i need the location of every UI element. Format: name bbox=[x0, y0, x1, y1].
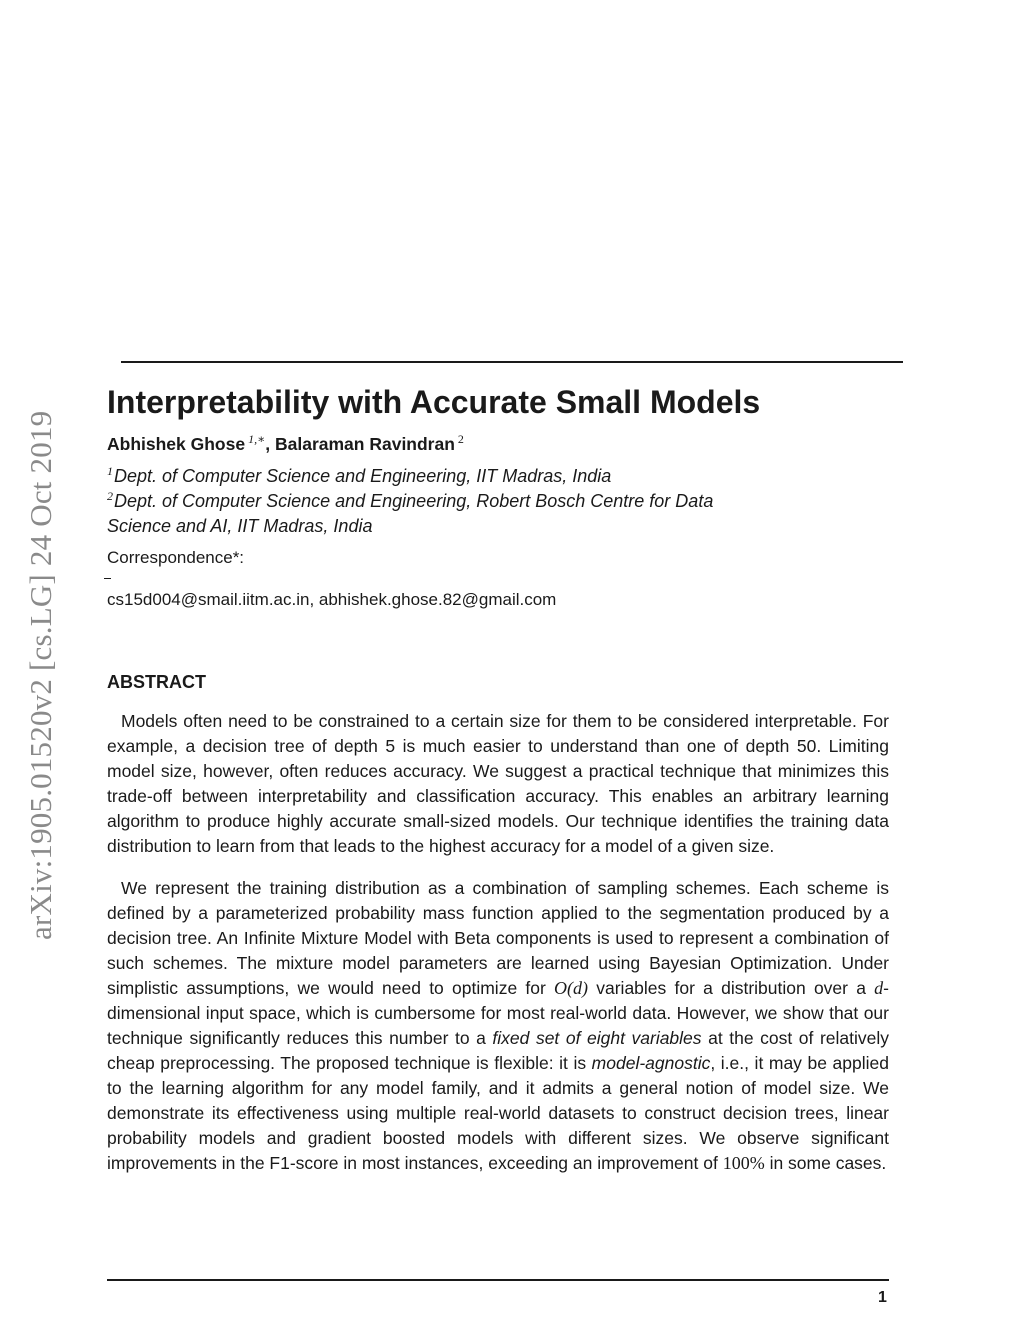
arxiv-identifier: arXiv:1905.01520v2 [cs.LG] 24 Oct 2019 bbox=[23, 410, 58, 940]
affiliation-number: 2 bbox=[107, 489, 113, 503]
correspondence-dash bbox=[104, 578, 111, 579]
author-name: Balaraman Ravindran bbox=[274, 434, 455, 454]
paper-title: Interpretability with Accurate Small Models bbox=[107, 384, 761, 420]
affiliation-text: Dept. of Computer Science and Engineering, Robert Bosch Centre for Data bbox=[114, 491, 714, 511]
correspondence-emails: cs15d004@smail.iitm.ac.in, abhishek.ghose.82@gmail.com bbox=[107, 590, 557, 609]
author-affiliation-marker: 2 bbox=[457, 432, 464, 446]
abstract-body bbox=[107, 709, 889, 1176]
math-expression: O(d) bbox=[554, 978, 589, 998]
affiliation-2 bbox=[107, 491, 713, 512]
footer-rule bbox=[107, 1279, 889, 1281]
emphasis: fixed set of eight variables bbox=[492, 1028, 702, 1048]
math-expression: d bbox=[874, 978, 884, 998]
text-run: We represent the training distribution as a combination of sampling schemes. Each scheme is defined by a parameterized probability mass function applied to the segmentation produced by a decision tree. An Infinite Mixture Model with Beta components is used to represent a combination of such schemes. The mixture model parameters are learned using Bayesian Optimization. Under simplistic assumptions, we would need to optimize for bbox=[107, 878, 889, 998]
correspondence-label: Correspondence*: bbox=[107, 548, 245, 567]
author-line bbox=[107, 434, 464, 455]
abstract-heading: ABSTRACT bbox=[107, 672, 206, 692]
affiliation-number: 1 bbox=[107, 464, 113, 478]
abstract-paragraph: Models often need to be constrained to a certain size for them to be considered interpretable. For example, a decision tree of depth 5 is much easier to understand than one of depth 50. Limiting model size, however, often reduces accuracy. We suggest a practical technique that minimizes this trade-off between interpretability and classification accuracy. This enables an arbitrary learning algorithm to produce highly accurate small-sized models. Our technique identifies the training data distribution to learn from that leads to the highest accuracy for a model of a given size. bbox=[107, 711, 889, 856]
page-number: 1 bbox=[878, 1289, 887, 1306]
text-run: , i.e., it may be applied to the learning algorithm for any model family, and it admits a general notion of model size. We demonstrate its effectiveness using multiple real-world datasets to construct decision trees, linear probability models and gradient boosted models with different sizes. We observe significant improvements in the F1-score in most instances, exceeding an improvement of bbox=[107, 1053, 889, 1173]
affiliation-1 bbox=[107, 466, 611, 487]
affiliation-2-continued: Science and AI, IIT Madras, India bbox=[107, 516, 373, 536]
author-affiliation-marker: 1,∗ bbox=[248, 432, 266, 446]
title-rule bbox=[121, 361, 903, 363]
affiliation-text: Dept. of Computer Science and Engineering, IIT Madras, India bbox=[114, 466, 612, 486]
emphasis: model-agnostic bbox=[591, 1053, 711, 1073]
text-run: variables for a distribution over a bbox=[588, 978, 875, 998]
text-run: in some cases. bbox=[764, 1153, 887, 1173]
author-name: Abhishek Ghose bbox=[107, 434, 246, 454]
math-expression: 100% bbox=[722, 1153, 765, 1173]
abstract-paragraph bbox=[107, 876, 889, 1176]
author-separator: , bbox=[265, 434, 275, 454]
text-run: at the cost of relatively cheap preprocessing. The proposed technique is flexible: it is bbox=[107, 1028, 889, 1073]
text-run: -dimensional input space, which is cumbersome for most real-world data. However, we show that our technique significantly reduces this number to a bbox=[107, 978, 889, 1048]
